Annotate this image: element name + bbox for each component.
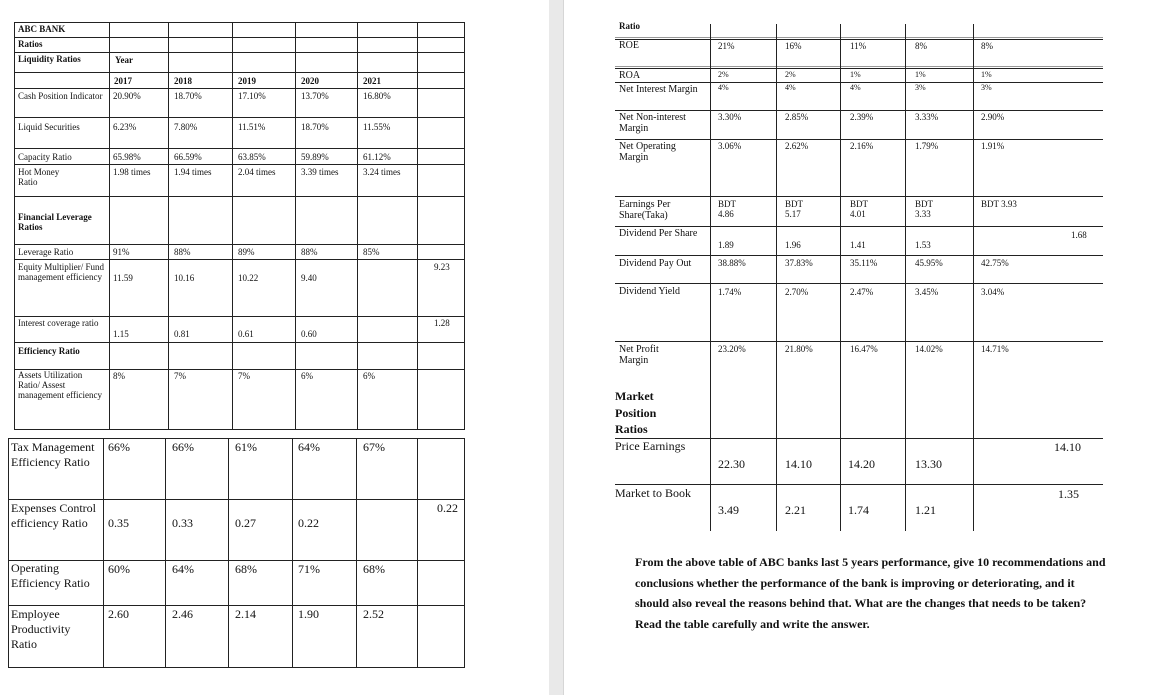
cell: 17.10% xyxy=(238,91,266,101)
cell: 0.33 xyxy=(172,516,193,530)
cell: 1.35 xyxy=(1058,487,1079,501)
cell: 11.55% xyxy=(363,122,391,132)
cell: 0.61 xyxy=(238,329,254,339)
cell: 42.75% xyxy=(981,258,1009,268)
cell: 1% xyxy=(915,70,926,79)
cell: 4% xyxy=(718,83,729,92)
row-label: Interest coverage ratio xyxy=(18,318,99,328)
row-label: Capacity Ratio xyxy=(18,152,72,162)
cell: 20.90% xyxy=(113,91,141,101)
cell: 88% xyxy=(301,247,318,257)
cell: 68% xyxy=(235,562,257,576)
cell: 2.47% xyxy=(850,287,874,297)
cell: 59.89% xyxy=(301,152,329,162)
cell: 11% xyxy=(850,41,867,51)
cell: 14.10 xyxy=(1054,440,1081,454)
question-paragraph: From the above table of ABC banks last 5 years performance, give 10 recommendations and conclusions whether the performance of the bank is improving or deteriorating, and it should also reveal the reasons behind that. What are the changes that needs to be taken? Read the table carefully and write the answer. xyxy=(635,555,1106,631)
cell: 3.30% xyxy=(718,112,742,122)
row-label: Net Operating Margin xyxy=(619,141,676,164)
cell: 4% xyxy=(785,83,796,92)
row-label: Net Profit Margin xyxy=(619,344,659,367)
cell: 2.52 xyxy=(363,607,384,621)
cell: 0.60 xyxy=(301,329,317,339)
cell-extra: 0.22 xyxy=(437,501,458,515)
year-2018: 2018 xyxy=(174,76,192,86)
cell: 11.51% xyxy=(238,122,266,132)
cell: 16% xyxy=(785,41,802,51)
cell: 3.24 times xyxy=(363,167,401,177)
cell: 63.85% xyxy=(238,152,266,162)
year-2021: 2021 xyxy=(363,76,381,86)
row-label: ROE xyxy=(619,40,639,51)
cell: 1.21 xyxy=(915,503,936,517)
cell: 9.40 xyxy=(301,273,317,283)
cell: 38.88% xyxy=(718,258,746,268)
cell: 67% xyxy=(363,440,385,454)
cell: 2% xyxy=(718,70,729,79)
cell: 6.23% xyxy=(113,122,137,132)
cell: 88% xyxy=(174,247,191,257)
cell: 61.12% xyxy=(363,152,391,162)
cell: 0.35 xyxy=(108,516,129,530)
cell: 1.15 xyxy=(113,329,129,339)
cell: 13.70% xyxy=(301,91,329,101)
cell: 1.74 xyxy=(848,503,869,517)
cell: 1.89 xyxy=(718,240,734,250)
cell: 85% xyxy=(363,247,380,257)
cell: 2.14 xyxy=(235,607,256,621)
cell: 2% xyxy=(785,70,796,79)
cell: 1.68 xyxy=(1071,230,1087,240)
cell: 0.22 xyxy=(298,516,319,530)
cell: 1.53 xyxy=(915,240,931,250)
cell: 11.59 xyxy=(113,273,133,283)
cell: 8% xyxy=(981,41,993,51)
cell: 3% xyxy=(915,83,926,92)
cell: 8% xyxy=(113,371,125,381)
cell-extra: 9.23 xyxy=(434,262,450,272)
cell: 22.30 xyxy=(718,457,745,471)
cell: 2.46 xyxy=(172,607,193,621)
row-label: Leverage Ratio xyxy=(18,247,74,257)
row-label: Equity Multiplier/ Fund management efficiency xyxy=(18,262,105,283)
cell: 66.59% xyxy=(174,152,202,162)
row-label: Assets Utilization Ratio/ Assest management efficiency xyxy=(18,370,103,401)
row-label: Earnings Per Share(Taka) xyxy=(619,199,671,222)
cell: 7% xyxy=(238,371,250,381)
row-label: Liquid Securities xyxy=(18,122,80,132)
cell: 16.47% xyxy=(850,344,878,354)
cell: 14.10 xyxy=(785,457,812,471)
cell: 2.62% xyxy=(785,141,809,151)
ratios-heading: Ratios xyxy=(18,39,43,49)
cell: 14.20 xyxy=(848,457,875,471)
cell: 60% xyxy=(108,562,130,576)
cell: 2.04 times xyxy=(238,167,276,177)
cell: 3.49 xyxy=(718,503,739,517)
cell: 10.22 xyxy=(238,273,259,283)
ratio-heading: Ratio xyxy=(619,21,640,31)
row-label: Employee Productivity Ratio xyxy=(11,607,71,651)
cell: 71% xyxy=(298,562,320,576)
cell: 21.80% xyxy=(785,344,813,354)
cell: 1.96 xyxy=(785,240,801,250)
row-label: Tax Management Efficiency Ratio xyxy=(11,440,95,469)
row-label: Operating Efficiency Ratio xyxy=(11,561,90,590)
cell: 0.27 xyxy=(235,516,256,530)
row-label: Net Non-interest Margin xyxy=(619,112,686,135)
cell: BDT 5.17 xyxy=(785,199,803,220)
cell: 2.21 xyxy=(785,503,806,517)
cell: 23.20% xyxy=(718,344,746,354)
cell: 2.39% xyxy=(850,112,874,122)
row-label: Market to Book xyxy=(615,486,691,500)
liquidity-heading: Liquidity Ratios xyxy=(18,54,81,64)
cell: 45.95% xyxy=(915,258,943,268)
cell: 91% xyxy=(113,247,130,257)
year-2019: 2019 xyxy=(238,76,256,86)
row-label: ROA xyxy=(619,70,641,81)
cell: 3.39 times xyxy=(301,167,339,177)
cell: 10.16 xyxy=(174,273,195,283)
bank-name: ABC BANK xyxy=(18,24,66,34)
cell: 21% xyxy=(718,41,735,51)
cell: 2.85% xyxy=(785,112,809,122)
cell: 6% xyxy=(301,371,313,381)
cell: 18.70% xyxy=(174,91,202,101)
cell: 3.06% xyxy=(718,141,742,151)
cell: 16.80% xyxy=(363,91,391,101)
row-label: Net Interest Margin xyxy=(619,84,698,95)
cell: BDT 3.33 xyxy=(915,199,933,220)
cell: 8% xyxy=(915,41,927,51)
cell: 66% xyxy=(108,440,130,454)
cell: 61% xyxy=(235,440,257,454)
cell: 2.70% xyxy=(785,287,809,297)
cell: 7% xyxy=(174,371,186,381)
cell: BDT 4.01 xyxy=(850,199,868,220)
market-position-heading: Market Position Ratios xyxy=(615,389,657,436)
year-label: Year xyxy=(115,55,133,65)
cell: 64% xyxy=(172,562,194,576)
cell: 2.90% xyxy=(981,112,1005,122)
cell: 7.80% xyxy=(174,122,198,132)
cell: 3.33% xyxy=(915,112,939,122)
cell: 1.74% xyxy=(718,287,742,297)
cell: 2.16% xyxy=(850,141,874,151)
cell: 1.91% xyxy=(981,141,1005,151)
cell: 6% xyxy=(363,371,375,381)
financial-leverage-heading: Financial Leverage Ratios xyxy=(18,212,92,233)
year-2020: 2020 xyxy=(301,76,319,86)
cell: 1.98 times xyxy=(113,167,151,177)
row-label: Price Earnings xyxy=(615,439,686,453)
row-label: Dividend Pay Out xyxy=(619,258,692,269)
cell: 14.71% xyxy=(981,344,1009,354)
year-2017: 2017 xyxy=(114,76,132,86)
cell: 89% xyxy=(238,247,255,257)
cell: BDT 3.93 xyxy=(981,199,1017,209)
efficiency-heading: Efficiency Ratio xyxy=(18,346,80,356)
row-label: Dividend Per Share xyxy=(619,228,698,239)
cell: 14.02% xyxy=(915,344,943,354)
cell: 68% xyxy=(363,562,385,576)
row-label: Dividend Yield xyxy=(619,286,681,297)
cell: 0.81 xyxy=(174,329,190,339)
cell: 1% xyxy=(981,70,992,79)
cell: 1.90 xyxy=(298,607,319,621)
cell: BDT 4.86 xyxy=(718,199,736,220)
cell: 2.60 xyxy=(108,607,129,621)
cell: 1.41 xyxy=(850,240,866,250)
cell-extra: 1.28 xyxy=(434,318,450,328)
cell: 65.98% xyxy=(113,152,141,162)
cell: 3.45% xyxy=(915,287,939,297)
cell: 4% xyxy=(850,83,861,92)
cell: 1.94 times xyxy=(174,167,212,177)
page-gap-edge xyxy=(563,0,564,695)
cell: 35.11% xyxy=(850,258,878,268)
cell: 1% xyxy=(850,70,861,79)
row-label: Cash Position Indicator xyxy=(18,91,103,101)
cell: 37.83% xyxy=(785,258,813,268)
cell: 3.04% xyxy=(981,287,1005,297)
cell: 1.79% xyxy=(915,141,939,151)
page-gap xyxy=(549,0,563,695)
cell: 18.70% xyxy=(301,122,329,132)
cell: 66% xyxy=(172,440,194,454)
row-label: Expenses Control efficiency Ratio xyxy=(11,501,96,530)
row-label: Hot Money Ratio xyxy=(18,167,60,188)
cell: 64% xyxy=(298,440,320,454)
cell: 13.30 xyxy=(915,457,942,471)
cell: 3% xyxy=(981,83,992,92)
